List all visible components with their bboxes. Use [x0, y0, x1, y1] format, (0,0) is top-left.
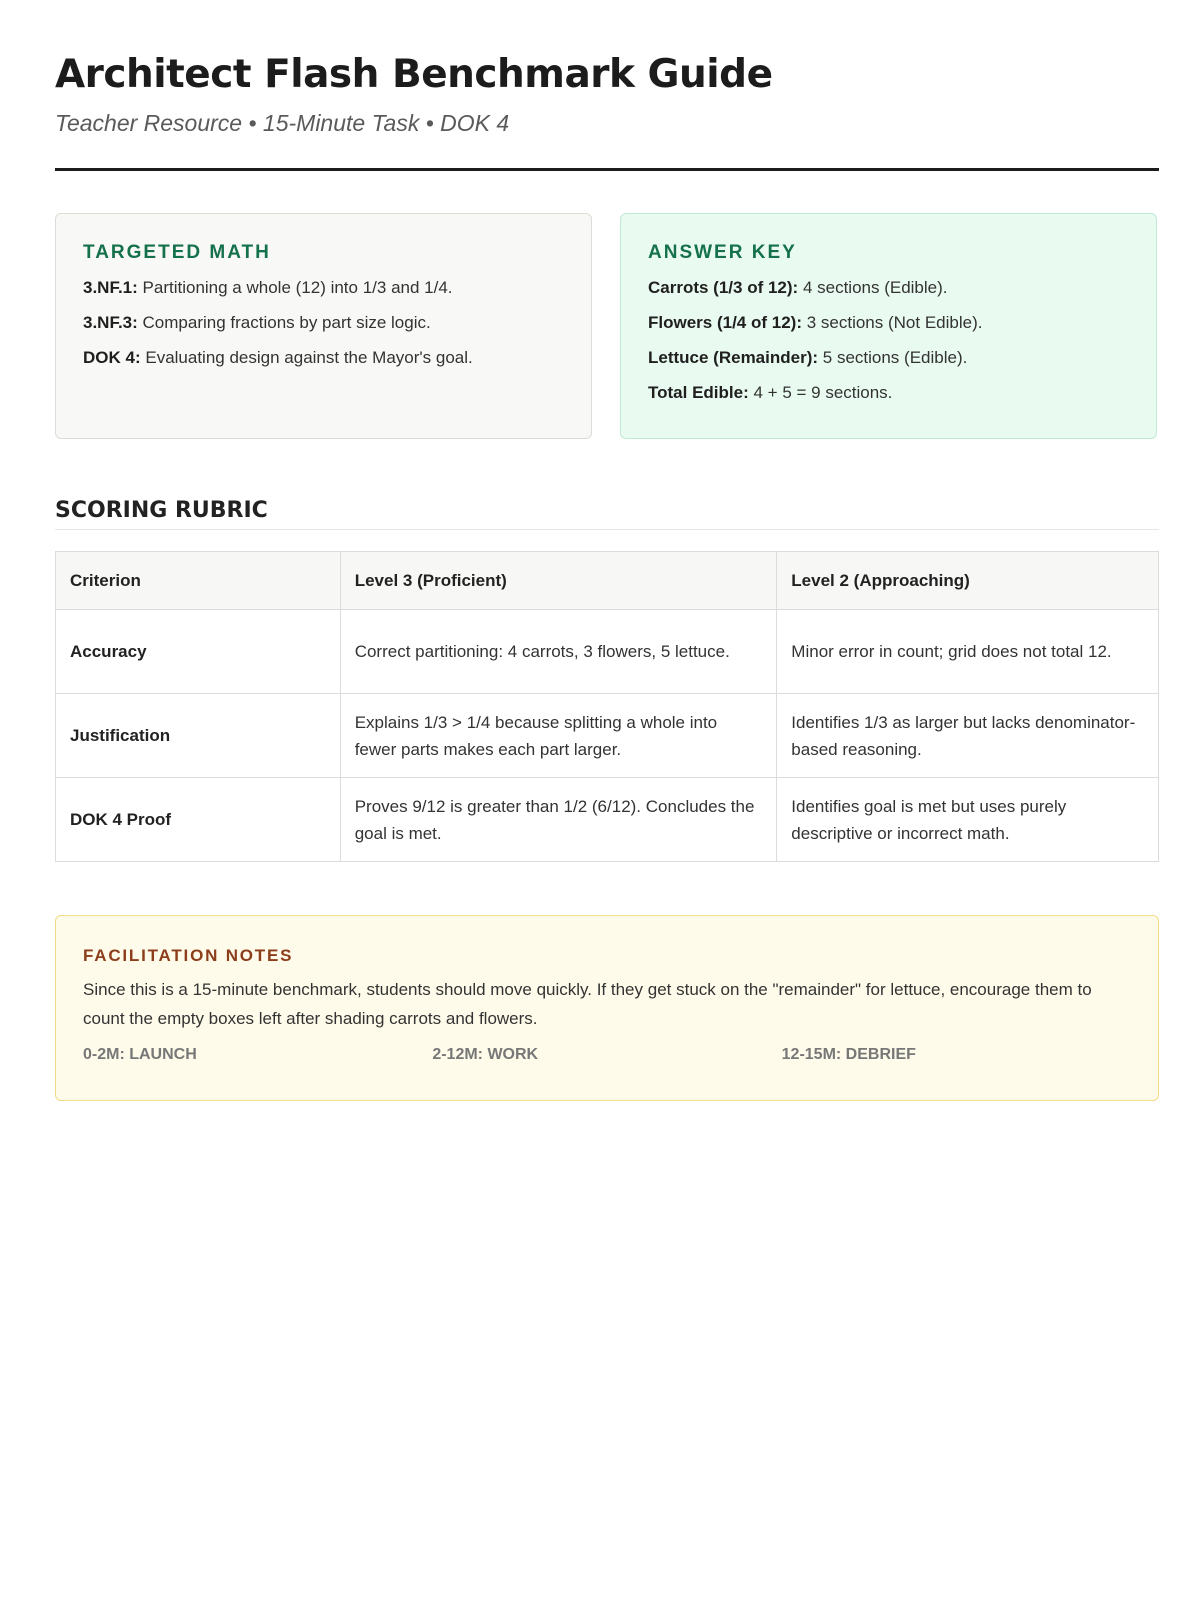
phase-launch: 0-2M: LAUNCH [83, 1046, 197, 1063]
standard-label: 3.NF.1: [83, 278, 138, 297]
targeted-math-heading: TARGETED MATH [83, 242, 271, 263]
answer-key-heading: ANSWER KEY [648, 242, 797, 263]
notes-body: Since this is a 15-minute benchmark, students should move quickly. If they get stuck on the "remainder" for lettuce, encourage them to count the empty boxes left after shading carrots and flowers. [83, 980, 1092, 1028]
timeline-phases [83, 1046, 1131, 1064]
table-row [56, 778, 1159, 862]
header-divider [55, 168, 1159, 171]
standard-item [83, 278, 564, 298]
standard-text: Evaluating design against the Mayor's goal. [145, 348, 473, 367]
answer-text: 4 sections (Edible). [802, 278, 948, 297]
column-header-level-2: Level 2 (Approaching) [777, 552, 1159, 610]
answer-item [648, 313, 1129, 333]
standard-label: DOK 4: [83, 348, 141, 367]
answer-text: 4 + 5 = 9 sections. [753, 383, 893, 402]
answer-label: Flowers (1/4 of 12): [648, 313, 802, 332]
answer-item [648, 383, 1129, 403]
table-row [56, 610, 1159, 694]
level-3-cell: Proves 9/12 is greater than 1/2 (6/12). Concludes the goal is met. [340, 778, 777, 862]
facilitation-notes-box [55, 915, 1159, 1101]
answer-text: 3 sections (Not Edible). [806, 313, 983, 332]
standard-item [83, 313, 564, 333]
rubric-table [55, 551, 1159, 862]
standard-label: 3.NF.3: [83, 313, 138, 332]
page-title: Architect Flash Benchmark Guide [55, 52, 773, 97]
answer-item [648, 278, 1129, 298]
level-3-cell: Explains 1/3 > 1/4 because splitting a whole into fewer parts makes each part larger. [340, 694, 777, 778]
answer-text: 5 sections (Edible). [822, 348, 968, 367]
level-2-cell: Minor error in count; grid does not total 12. [777, 610, 1159, 694]
page-subtitle: Teacher Resource • 15-Minute Task • DOK 4 [55, 110, 510, 136]
rubric-title: SCORING RUBRIC [55, 498, 268, 523]
criterion-cell: Accuracy [56, 610, 341, 694]
answer-key-card [620, 213, 1157, 439]
phase-debrief: 12-15M: DEBRIEF [781, 1046, 916, 1063]
phase-work: 2-12M: WORK [432, 1046, 539, 1063]
notes-heading: FACILITATION NOTES [83, 946, 294, 965]
level-3-cell: Correct partitioning: 4 carrots, 3 flowers, 5 lettuce. [340, 610, 777, 694]
standard-text: Comparing fractions by part size logic. [142, 313, 431, 332]
answer-label: Lettuce (Remainder): [648, 348, 819, 367]
level-2-cell: Identifies 1/3 as larger but lacks denominator-based reasoning. [777, 694, 1159, 778]
level-2-cell: Identifies goal is met but uses purely descriptive or incorrect math. [777, 778, 1159, 862]
standard-item [83, 348, 564, 368]
answer-label: Total Edible: [648, 383, 749, 402]
column-header-level-3: Level 3 (Proficient) [340, 552, 777, 610]
criterion-cell: Justification [56, 694, 341, 778]
column-header-criterion: Criterion [56, 552, 341, 610]
table-header-row [56, 552, 1159, 610]
answer-label: Carrots (1/3 of 12): [648, 278, 799, 297]
rubric-divider [55, 529, 1159, 530]
standard-text: Partitioning a whole (12) into 1/3 and 1/4. [142, 278, 453, 297]
targeted-math-card [55, 213, 592, 439]
answer-item [648, 348, 1129, 368]
criterion-cell: DOK 4 Proof [56, 778, 341, 862]
table-row [56, 694, 1159, 778]
